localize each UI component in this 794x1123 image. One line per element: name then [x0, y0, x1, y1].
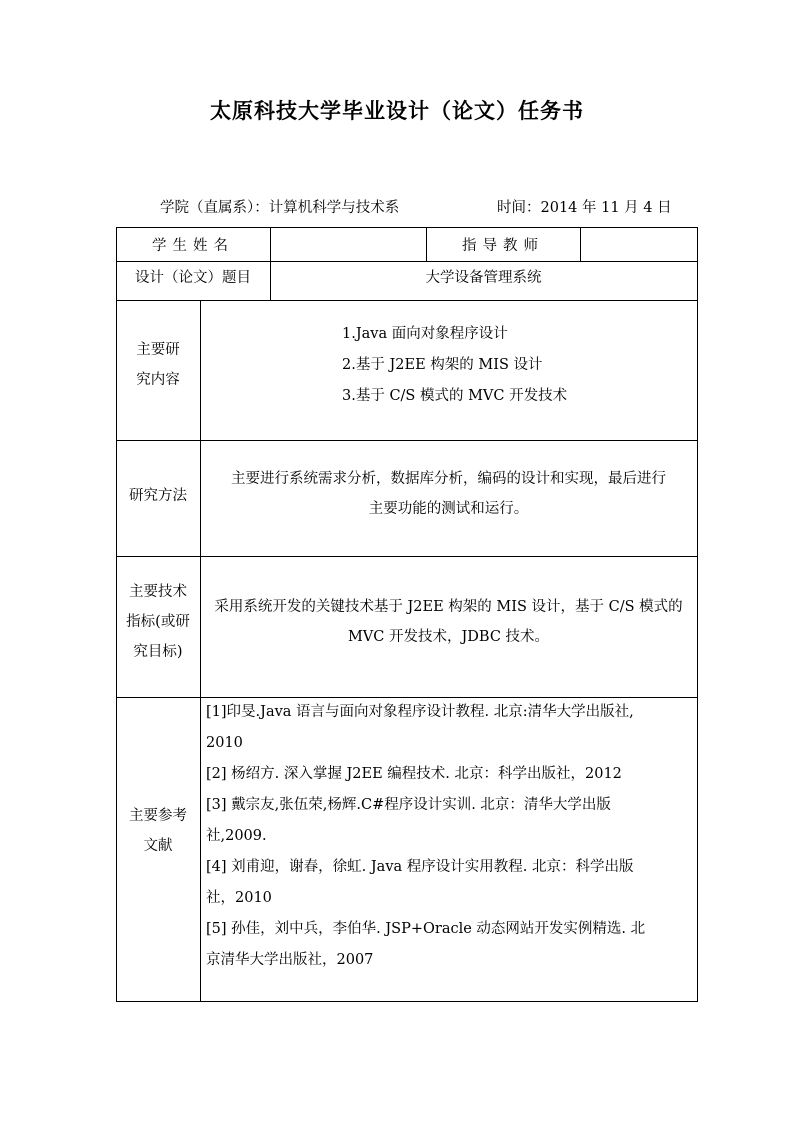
college-line: 学院（直属系）：计算机科学与技术系 — [160, 200, 400, 216]
research-method-text — [200, 462, 697, 526]
technical-indicators-label-line1: 主要技术 — [129, 584, 187, 600]
technical-indicators-label — [116, 575, 200, 669]
reference-line: 2010 — [206, 735, 243, 751]
student-name-value — [270, 227, 426, 261]
reference-line: [5] 孙佳，刘中兵，李伯华. JSP+Oracle 动态网站开发实例精选. 北 — [206, 921, 646, 937]
technical-indicators-text — [200, 590, 697, 654]
research-method-label: 研究方法 — [129, 487, 187, 504]
list-item: 3.基于 C/S 模式的 MVC 开发技术 — [342, 388, 568, 404]
research-content-label-line1: 主要研 — [136, 342, 180, 358]
references-label — [116, 799, 200, 863]
reference-line: 社,2009. — [206, 828, 267, 844]
references-label-line2: 文献 — [143, 838, 173, 854]
reference-line: 社，2010 — [206, 890, 272, 906]
technical-indicators-label-line3: 究目标) — [133, 644, 183, 660]
research-content-label-line2: 究内容 — [136, 372, 180, 388]
reference-line: [2] 杨绍方. 深入掌握 J2EE 编程技术. 北京：科学出版社，2012 — [206, 766, 622, 782]
document-title: 太原科技大学毕业设计（论文）任务书 — [210, 98, 584, 123]
reference-line: 京清华大学出版社，2007 — [206, 952, 374, 968]
technical-indicators-line1: 采用系统开发的关键技术基于 J2EE 构架的 MIS 设计，基于 C/S 模式的 — [214, 599, 683, 615]
reference-line: [3] 戴宗友,张伍荣,杨辉.C#程序设计实训. 北京：清华大学出版 — [206, 797, 611, 813]
reference-line: [4] 刘甫迎，谢春，徐虹. Java 程序设计实用教程. 北京：科学出版 — [206, 859, 634, 875]
research-content-list — [342, 319, 567, 412]
advisor-value — [580, 227, 697, 261]
research-method-line1: 主要进行系统需求分析，数据库分析，编码的设计和实现，最后进行 — [231, 471, 666, 487]
topic-label: 设计（论文）题目 — [135, 269, 251, 286]
technical-indicators-label-line2: 指标(或研 — [126, 614, 190, 630]
topic-value: 大学设备管理系统 — [425, 269, 542, 286]
list-item: 2.基于 J2EE 构架的 MIS 设计 — [342, 357, 543, 373]
references-label-line1: 主要参考 — [129, 808, 187, 824]
technical-indicators-line2: MVC 开发技术，JDBC 技术。 — [347, 629, 550, 645]
advisor-label: 指导教师 — [462, 237, 544, 254]
reference-line: [1]印旻.Java 语言与面向对象程序设计教程. 北京:清华大学出版社, — [206, 704, 634, 720]
research-method-line2: 主要功能的测试和运行。 — [368, 501, 529, 517]
student-name-label: 学生姓名 — [152, 237, 234, 254]
list-item: 1.Java 面向对象程序设计 — [342, 326, 508, 342]
research-content-label — [116, 334, 200, 396]
date-line: 时间：2014 年 11 月 4 日 — [497, 200, 672, 216]
references-list — [206, 697, 694, 976]
